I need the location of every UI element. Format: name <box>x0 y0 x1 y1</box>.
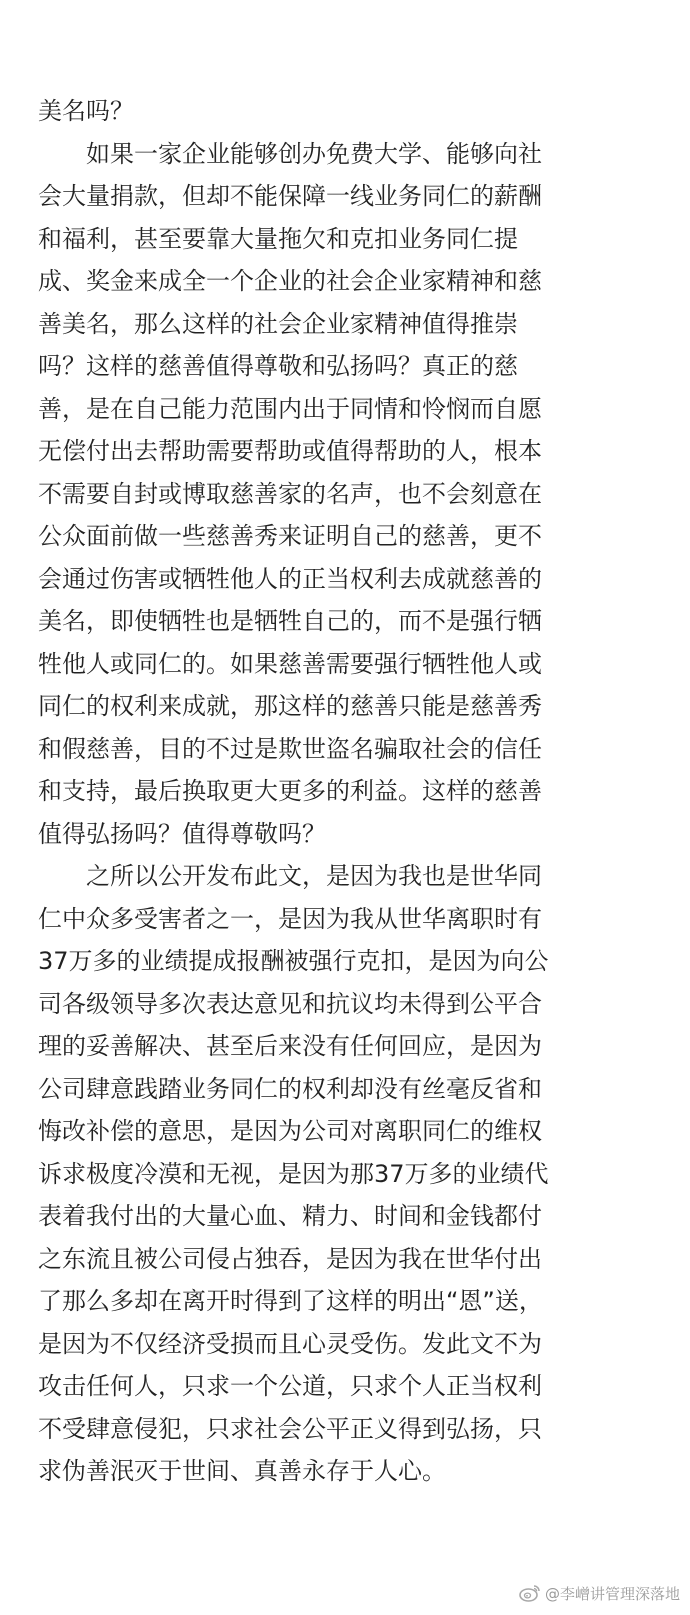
text-line: 之东流且被公司侵占独吞，是因为我在世华付出 <box>38 1244 542 1273</box>
text-line: 公众面前做一些慈善秀来证明自己的慈善，更不 <box>38 522 542 550</box>
text-line: 不受肆意侵犯，只求社会公平正义得到弘扬，只 <box>38 1414 542 1443</box>
text-line: 善美名，那么这样的社会企业家精神值得推崇 <box>38 309 518 338</box>
text-line: 无偿付出去帮助需要帮助或值得帮助的人，根本 <box>38 437 542 465</box>
text-line: 表着我付出的大量心血、精力、时间和金钱都付 <box>38 1202 542 1230</box>
text-line: 37万多的业绩提成报酬被强行克扣，是因为向公 <box>38 947 549 975</box>
text-line: 如果一家企业能够创办免费大学、能够向社 <box>38 139 542 168</box>
text-line: 牲他人或同仁的。如果慈善需要强行牺牲他人或 <box>38 649 542 678</box>
text-line: 仁中众多受害者之一，是因为我从世华离职时有 <box>38 904 542 933</box>
text-line: 美名吗？ <box>38 97 134 125</box>
text-line: 和支持，最后换取更大更多的利益。这样的慈善 <box>38 777 542 805</box>
text-line: 不需要自封或博取慈善家的名声，也不会刻意在 <box>38 479 542 508</box>
text-line: 同仁的权利来成就，那这样的慈善只能是慈善秀 <box>38 692 542 720</box>
text-line: 理的妥善解决、甚至后来没有任何回应，是因为 <box>38 1032 542 1060</box>
watermark-text: @李嶒讲管理深落地 <box>544 1584 680 1603</box>
text-line: 悔改补偿的意思，是因为公司对离职同仁的维权 <box>38 1117 542 1145</box>
text-line: 会大量捐款，但却不能保障一线业务同仁的薪酬 <box>38 182 542 210</box>
text-line: 和福利，甚至要靠大量拖欠和克扣业务同仁提 <box>38 224 518 253</box>
article-body <box>38 90 638 1493</box>
text-line: 诉求极度冷漠和无视，是因为那37万多的业绩代 <box>38 1159 549 1188</box>
text-line: 之所以公开发布此文，是因为我也是世华同 <box>38 862 542 890</box>
text-line: 求伪善泯灭于世间、真善永存于人心。 <box>38 1457 446 1485</box>
text-line: 美名，即使牺牲也是牺牲自己的，而不是强行牺 <box>38 607 542 635</box>
text-line: 和假慈善，目的不过是欺世盗名骗取社会的信任 <box>38 734 542 763</box>
text-line: 值得弘扬吗？值得尊敬吗？ <box>38 819 326 848</box>
weibo-icon <box>519 1584 541 1602</box>
weibo-watermark <box>519 1581 680 1605</box>
text-line: 吗？这样的慈善值得尊敬和弘扬吗？真正的慈 <box>38 352 518 380</box>
text-line: 会通过伤害或牺牲他人的正当权利去成就慈善的 <box>38 564 542 593</box>
text-line: 攻击任何人，只求一个公道，只求个人正当权利 <box>38 1372 542 1400</box>
text-line: 善，是在自己能力范围内出于同情和怜悯而自愿 <box>38 394 542 423</box>
text-line: 公司肆意践踏业务同仁的权利却没有丝毫反省和 <box>38 1074 542 1103</box>
text-line: 司各级领导多次表达意见和抗议均未得到公平合 <box>38 989 542 1018</box>
text-line: 成、奖金来成全一个企业的社会企业家精神和慈 <box>38 267 542 295</box>
text-line: 是因为不仅经济受损而且心灵受伤。发此文不为 <box>38 1329 542 1358</box>
text-line: 了那么多却在离开时得到了这样的明出“恩”送， <box>38 1287 543 1315</box>
